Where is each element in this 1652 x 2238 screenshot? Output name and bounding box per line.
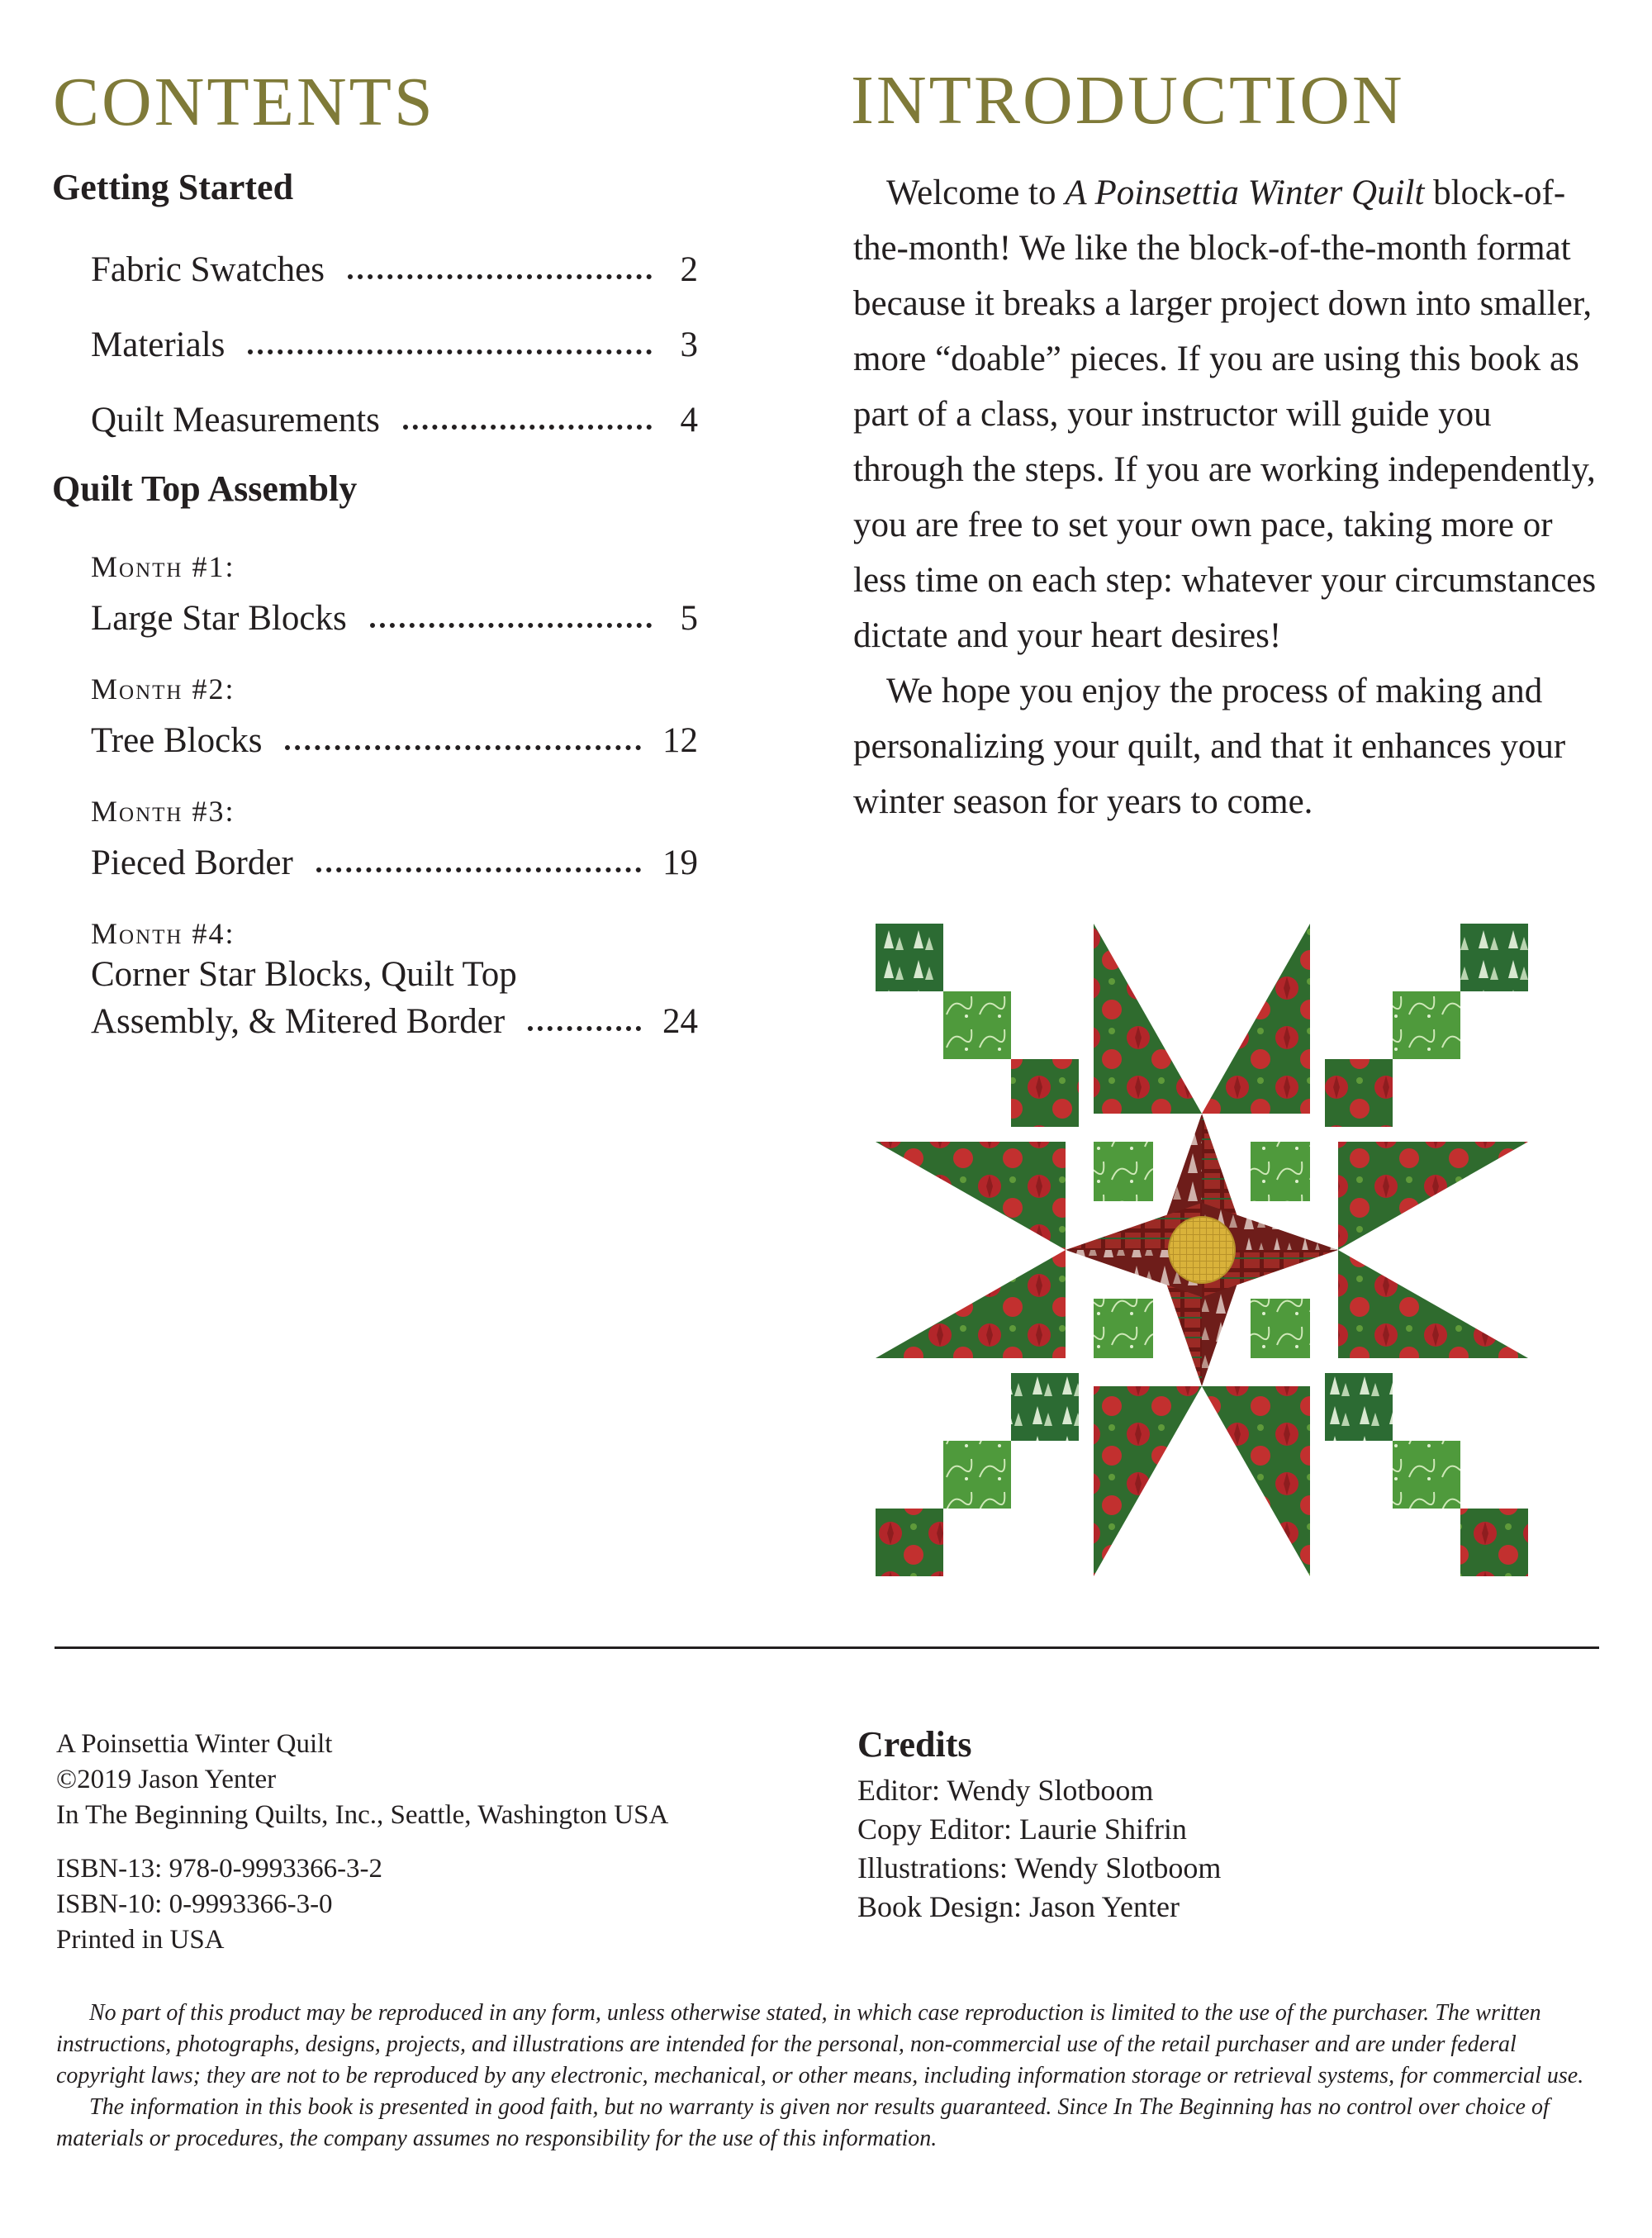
toc-entry-tree-blocks[interactable] [91, 710, 698, 760]
toc-page-number: 5 [680, 598, 698, 638]
toc-page-number: 2 [680, 249, 698, 289]
credit-illustrations: Illustrations: Wendy Slotboom [857, 1851, 1222, 1884]
month-label-4: Month #4: [91, 917, 235, 950]
publication-title: A Poinsettia Winter Quilt [56, 1729, 333, 1759]
intro-paragraph-2: We hope you enjoy the process of making and personalizing your quilt, and that it enhances your winter season for years to come. [853, 672, 1566, 821]
toc-entry-label: Quilt Measurements [91, 400, 380, 440]
toc-entry-label: Large Star Blocks [91, 598, 347, 638]
credit-editor: Editor: Wendy Slotboom [857, 1774, 1154, 1807]
toc-page-number: 12 [662, 720, 698, 760]
toc-entry-label: Fabric Swatches [91, 249, 325, 289]
toc-entry-label: Tree Blocks [91, 720, 263, 760]
publication-copyright: ©2019 Jason Yenter [56, 1765, 277, 1794]
toc-entry-fabric-swatches[interactable] [91, 240, 698, 289]
isbn-10: ISBN-10: 0-9993366-3-0 [56, 1889, 333, 1919]
footer-divider [55, 1646, 1599, 1649]
intro-paragraph-1: Welcome to A Poinsettia Winter Quilt block-of-the-month! We like the block-of-the-month format because it breaks a larger project down into smaller, more “doable” pieces. If you are using this book as part of a class, your instructor will guide you through the steps. If you are working independently, you are free to set your own pace, taking more or less time on each step: whatever your circumstances dictate and your heart desires! [853, 173, 1597, 655]
leader-dots [528, 1026, 641, 1031]
credits-title: Credits [857, 1724, 972, 1765]
toc-entry-label: Materials [91, 325, 225, 364]
section-getting-started: Getting Started [52, 167, 294, 207]
publication-publisher: In The Beginning Quilts, Inc., Seattle, Washington USA [56, 1800, 669, 1830]
month-label-2: Month #2: [91, 672, 235, 706]
section-quilt-top-assembly: Quilt Top Assembly [52, 468, 358, 509]
toc-entry-label: Pieced Border [91, 843, 293, 882]
copyright-notice: No part of this product may be reproduced in any form, unless otherwise stated, in which case reproduction is limited to the use of the purchaser. The written instructions, photographs, designs, projects, and illustrations are intended for the personal, non-commercial use of the retail purchaser and are under federal copyright laws; they are not to be reproduced by any electronic, mechanical, or other means, including information storage or retrieval systems, for commercial use. [56, 2000, 1584, 2088]
credit-book-design: Book Design: Jason Yenter [857, 1890, 1180, 1923]
printed-in: Printed in USA [56, 1925, 225, 1955]
toc-page-number: 3 [680, 325, 698, 364]
book-title: A Poinsettia Winter Quilt [1065, 173, 1425, 212]
toc-page-number: 19 [662, 843, 698, 882]
toc-entry-quilt-measurements[interactable] [91, 390, 698, 440]
introduction-body [853, 165, 1605, 829]
isbn-13: ISBN-13: 978-0-9993366-3-2 [56, 1854, 383, 1884]
legal-notice [56, 1998, 1593, 2155]
toc-page-number: 4 [680, 400, 698, 440]
leader-dots [370, 623, 652, 628]
leader-dots [316, 867, 641, 872]
month-label-1: Month #1: [91, 550, 235, 583]
leader-dots [403, 425, 652, 430]
leader-dots [285, 745, 641, 750]
leader-dots [248, 349, 652, 354]
credit-copy-editor: Copy Editor: Laurie Shifrin [857, 1813, 1187, 1846]
leader-dots [348, 274, 652, 279]
toc-entry-large-star-blocks[interactable] [91, 588, 698, 638]
credits-block [857, 1724, 1222, 1927]
introduction-heading: INTRODUCTION [851, 62, 1405, 139]
toc-entry-materials[interactable] [91, 315, 698, 364]
publication-info [56, 1727, 668, 1958]
toc-entry-corner-star-blocks[interactable] [91, 991, 698, 1041]
toc-entry-corner-star-line1[interactable]: Corner Star Blocks, Quilt Top [91, 955, 517, 994]
toc-page-number: 24 [662, 1001, 698, 1041]
toc-entry-pieced-border[interactable] [91, 833, 698, 882]
month-label-3: Month #3: [91, 795, 235, 828]
disclaimer-notice: The information in this book is presented in good faith, but no warranty is given nor results guaranteed. Since In The Beginning has no control over choice of materials or procedures, the company assumes no responsibility for the use of this information. [56, 2094, 1550, 2151]
toc-entry-label: Assembly, & Mitered Border [91, 1001, 506, 1041]
quilt-block-illustration [876, 924, 1528, 1576]
contents-heading: CONTENTS [53, 64, 435, 140]
